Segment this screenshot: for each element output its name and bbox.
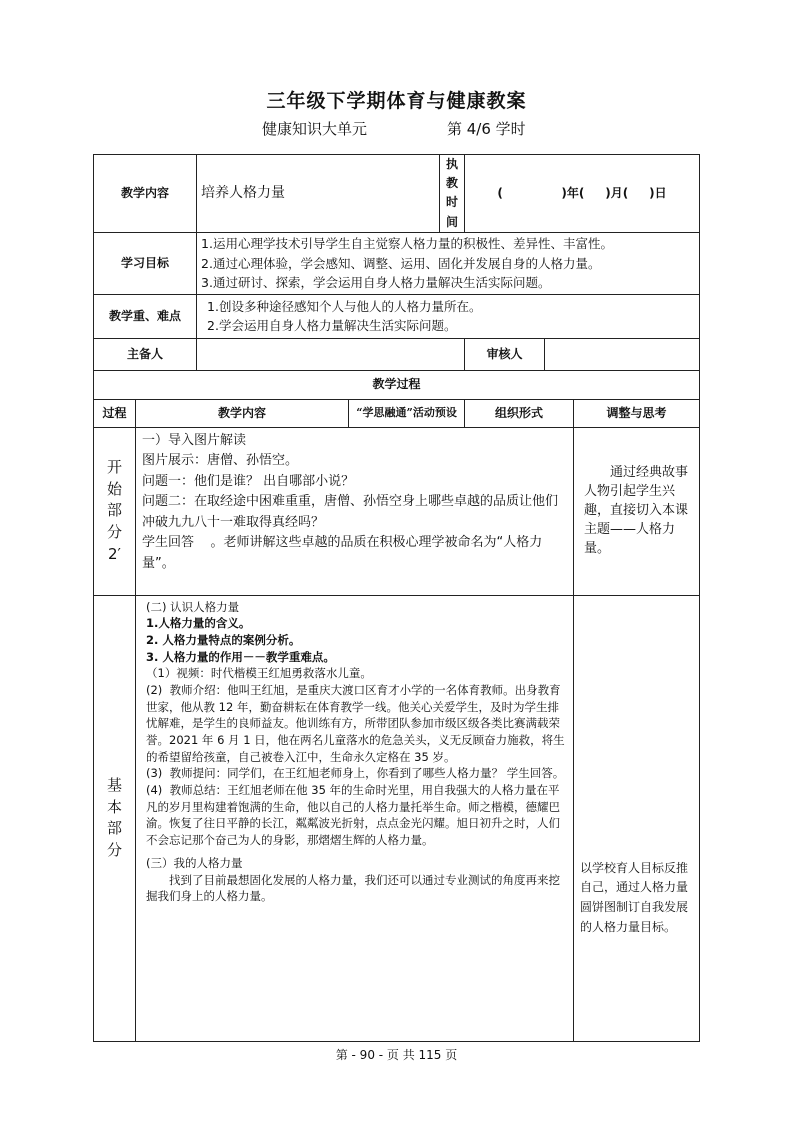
start-line: 问题二：在取经途中困难重重，唐僧、孙悟空身上哪些卓越的品质让他们冲破九九八十一难取得真经吗？ <box>142 494 559 530</box>
keypoints-cell <box>197 294 700 338</box>
keypoints-label: 教学重、难点 <box>94 294 197 338</box>
goal-item: 3.通过研讨、探索，学会运用自身人格力量解决生活实际问题。 <box>201 274 551 290</box>
basic-heading: (二) 认识人格力量 <box>146 599 240 614</box>
basic-sub3-text: 找到了目前最想固化发展的人格力量，我们还可以通过专业测试的角度再来挖掘我们身上的人格力量。 <box>146 872 560 904</box>
basic-reflection <box>574 595 700 1041</box>
exec-label-line2: 时间 <box>446 195 459 229</box>
basic-item: (3) 教师提问：同学们，在王红旭老师身上，你看到了哪些人格力量？ 学生回答。 <box>146 766 565 781</box>
start-line: 图片展示：唐僧、孙悟空。 <box>142 453 299 469</box>
lesson-hours: 第 4/6 学时 <box>447 120 526 138</box>
start-section-content <box>136 427 574 595</box>
keypoint-item: 1.创设多种途径感知个人与他人的人格力量所在。 <box>207 298 482 314</box>
basic-point: 2. 人格力量特点的案例分析。 <box>146 633 301 648</box>
page-footer: 第 - 90 - 页 共 115 页 <box>335 1048 458 1062</box>
unit-name: 健康知识大单元 <box>262 120 368 138</box>
col-header-reflection: 调整与思考 <box>574 399 700 427</box>
preparer-value <box>197 338 465 370</box>
content-row <box>94 155 700 233</box>
preparer-label: 主备人 <box>94 338 197 370</box>
keypoints-row <box>94 294 700 338</box>
goals-cell <box>197 232 700 294</box>
col-header-content: 教学内容 <box>136 399 349 427</box>
col-header-activity: “学思融通”活动预设 <box>349 399 465 427</box>
basic-point: 1.人格力量的含义。 <box>146 616 251 631</box>
basic-point: 3. 人格力量的作用－－教学重难点。 <box>146 649 335 664</box>
basic-section-label-text: 基本部分 <box>106 775 122 859</box>
start-line: 学生回答 。老师讲解这些卓越的品质在积极心理学被命名为“人格力量”。 <box>142 535 543 571</box>
start-section-row <box>94 427 700 595</box>
basic-subheading: (三）我的人格力量 <box>146 855 243 870</box>
basic-section-content <box>136 595 574 1041</box>
basic-item: （1）视频：时代楷模王红旭勇救落水儿童。 <box>146 666 372 681</box>
basic-section-row <box>94 595 700 1041</box>
basic-item: (2) 教师介绍：他叫王红旭，是重庆大渡口区育才小学的一名体育教师。出身教育世家，他从教 12 年，勤奋耕耘在体育教学一线。他关心关爱学生，及时为学生排忧解难，是学生的良师益友。他训练有方，所带团队参加市级区级各类比赛满载荣誉。2021 年 6 月 1 日，他在两名儿童落水的危急关头，义无反顾奋力施救，将生的希望留给孩童，自己被卷入江中，生命永久定格在 35 岁。 <box>146 683 565 764</box>
start-reflection: 通过经典故事人物引起学生兴趣，直接切入本课主题——人格力量。 <box>574 427 700 595</box>
start-section-label-text: 开始部分2′ <box>106 457 122 563</box>
date-value: ( )年( )月( )日 <box>465 155 700 233</box>
goal-item: 2.通过心理体验，学会感知、调整、运用、固化并发展自身的人格力量。 <box>201 255 601 271</box>
reviewer-label: 审核人 <box>465 338 545 370</box>
basic-reflection-text: 以学校育人目标反推自己，通过人格力量圆饼图制订自我发展的人格力量目标。 <box>580 860 689 935</box>
staff-row <box>94 338 700 370</box>
keypoint-item: 2.学会运用自身人格力量解决生活实际问题。 <box>207 318 457 334</box>
lesson-plan-table <box>93 154 700 1042</box>
start-line: 问题一：他们是谁？ 出自哪部小说？ <box>142 473 355 489</box>
col-header-organization: 组织形式 <box>465 399 574 427</box>
process-columns-row <box>94 399 700 427</box>
content-value: 培养人格力量 <box>197 155 440 233</box>
basic-section-label <box>94 595 136 1041</box>
exec-label-line1: 执教 <box>446 157 459 191</box>
basic-item: (4) 教师总结：王红旭老师在他 35 年的生命时光里，用自我强大的人格力量在平凡的岁月里构建着饱满的生命，他以自己的人格力量托举生命。师之楷模，德耀巴渝。恢复了往日平静的长江，粼粼波光折射，点点金光闪耀。旭日初升之时，人们不会忘记那个奋己为人的身影，那熠熠生辉的人格力量。 <box>146 783 560 848</box>
content-label: 教学内容 <box>94 155 197 233</box>
process-heading-row <box>94 370 700 399</box>
goals-row <box>94 232 700 294</box>
reviewer-value <box>545 338 700 370</box>
goals-label: 学习目标 <box>94 232 197 294</box>
start-section-label <box>94 427 136 595</box>
goal-item: 1.运用心理学技术引导学生自主觉察人格力量的积极性、差异性、丰富性。 <box>201 236 613 252</box>
document-title: 三年级下学期体育与健康教案 <box>266 90 527 112</box>
col-header-process: 过程 <box>94 399 136 427</box>
process-heading: 教学过程 <box>94 370 700 399</box>
start-line: 一）导入图片解读 <box>142 432 247 448</box>
exec-time-label <box>440 155 465 233</box>
